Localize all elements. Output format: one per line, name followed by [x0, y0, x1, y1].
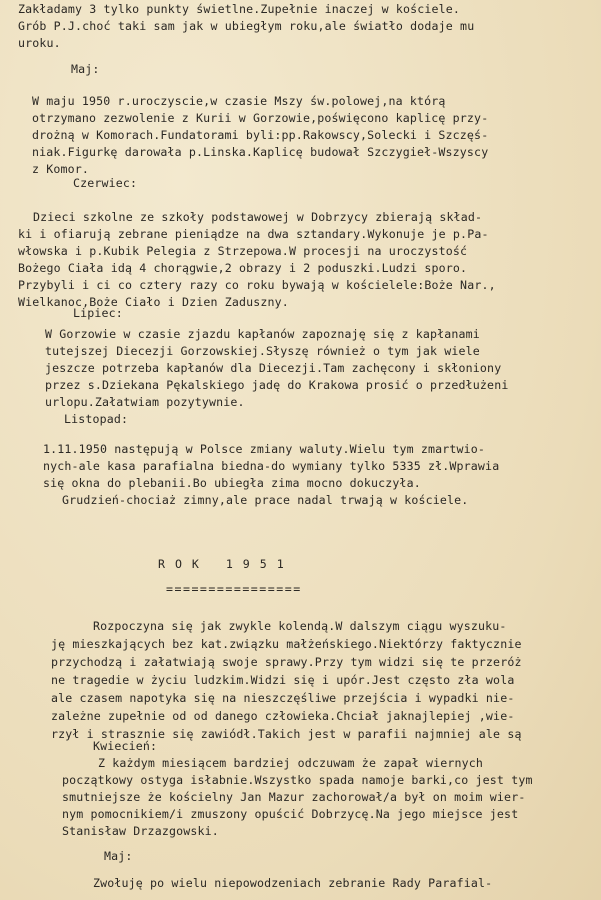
kwiecien-line: smutniejsze że kościelny Jan Mazur zachorował/a był on moim wier- [62, 790, 526, 804]
rok-1951-line: ję mieszkających bez kat.związku małżeńskiego.Niektórzy faktycznie [51, 637, 522, 651]
kwiecien-line: nym pomocnikiem/i zmuszony opuścić Dobrzycę.Na jego miejsce jest [62, 807, 519, 821]
maj-1951-line: Zwołuję po wielu niepowodzeniach zebranie Rady Parafial- [93, 876, 493, 890]
intro-line: uroku. [18, 36, 61, 50]
rok-1951-line: Rozpoczyna się jak zwykle kolendą.W dalszym ciągu wyszuku- [93, 619, 507, 633]
rok-1951-line: przychodzą i załatwiają swoje sprawy.Przy tym widzi się te przeróż [51, 655, 522, 669]
rok-1951-line: rzył i strasznie się zawiódł.Takich jest w parafii najmniej ale są [51, 727, 522, 741]
rok-1951-line: zależne zupełnie od od danego człowieka.Chciał jaknajlepiej ,wie- [51, 709, 515, 723]
kwiecien-heading-line: Kwiecień: [93, 739, 158, 753]
listopad-line: Grudzień-chociaż zimny,ale prace nadal trwają w kościele. [62, 493, 469, 507]
rok-1951-line: ne tragedie w życiu ludzkim.Widzi się i upór.Jest często zła wola [51, 673, 515, 687]
czerwiec-heading-line: Czerwiec: [73, 176, 138, 190]
kwiecien-line: Z każdym miesiącem bardziej odczuwam że zapał wiernych [98, 756, 484, 770]
kwiecien-line: Stanisław Drzazgowski. [62, 824, 219, 838]
lipiec-heading-line: Lipiec: [73, 306, 123, 320]
kwiecien-line: początkowy ostyga isłabnie.Wszystko spada namoje barki,co jest tym [62, 773, 533, 787]
rok-heading-line: ================ [166, 582, 302, 596]
rok-heading-line: R O K 1 9 5 1 [158, 557, 286, 571]
listopad-line: 1.11.1950 następują w Polsce zmiany waluty.Wielu tym zmartwio- [43, 442, 486, 456]
lipiec-line: przez s.Dziekana Pękalskiego jadę do Krakowa prosić o przedłużeni [45, 378, 509, 392]
intro-line: Grób P.J.choć taki sam jak w ubiegłym roku,ale światło dodaje mu [18, 19, 475, 33]
maj-1950-heading-line: Maj: [71, 62, 100, 76]
maj-1950-line: niak.Figurkę darowała p.Linska.Kaplicę budował Szczygieł-Wszyscy [32, 145, 489, 159]
maj-1950-line: z Komor. [32, 162, 90, 176]
czerwiec-line: Dzieci szkolne ze szkoły podstawowej w Dobrzycy zbierają skład- [33, 210, 483, 224]
lipiec-line: W Gorzowie w czasie zjazdu kapłanów zapoznaję się z kapłanami [45, 327, 480, 341]
lipiec-line: urlopu.Załatwiam pozytywnie. [45, 395, 245, 409]
lipiec-line: tutejszej Diecezji Gorzowskiej.Słyszę również o tym jak wiele [45, 344, 480, 358]
rok-1951-line: ale czasem napotyka się na nieszczęśliwe przejścia i wypadki nie- [51, 691, 515, 705]
listopad-line: nych-ale kasa parafialna biedna-do wymiany tylko 5335 zł.Wprawia [43, 459, 500, 473]
czerwiec-line: włowska i p.Kubik Pelegia z Strzepowa.W procesji na uroczystość [18, 244, 468, 258]
czerwiec-line: ki i ofiarują zebrane pieniądze na dwa sztandary.Wykonuje je p.Pa- [18, 227, 489, 241]
maj-1950-line: W maju 1950 r.uroczyscie,w czasie Mszy św.polowej,na którą [32, 94, 446, 108]
maj-1950-line: drożną w Komorach.Fundatorami byli:pp.Rakowscy,Solecki i Szczęś- [32, 128, 489, 142]
intro-line: Zakładamy 3 tylko punkty świetlne.Zupełnie inaczej w kościele. [18, 2, 461, 16]
maj-1951-heading-line: Maj: [104, 849, 133, 863]
czerwiec-line: Bożego Ciała idą 4 chorągwie,2 obrazy i 2 poduszki.Ludzi sporo. [18, 261, 468, 275]
czerwiec-line: Przybyli i ci co cztery razy co roku bywają w kościelele:Boże Nar., [18, 278, 496, 292]
czerwiec-line: Wielkanoc,Boże Ciało i Dzien Zaduszny. [18, 295, 289, 309]
lipiec-line: jeszcze potrzeba kapłanów dla Diecezji.Tam zachęcony i skłoniony [45, 361, 502, 375]
maj-1950-line: otrzymano zezwolenie z Kurii w Gorzowie,poświęcono kaplicę przy- [32, 111, 489, 125]
listopad-line: się okna do plebanii.Bo ubiegła zima mocno dokuczyła. [43, 476, 421, 490]
listopad-heading-line: Listopad: [64, 412, 129, 426]
